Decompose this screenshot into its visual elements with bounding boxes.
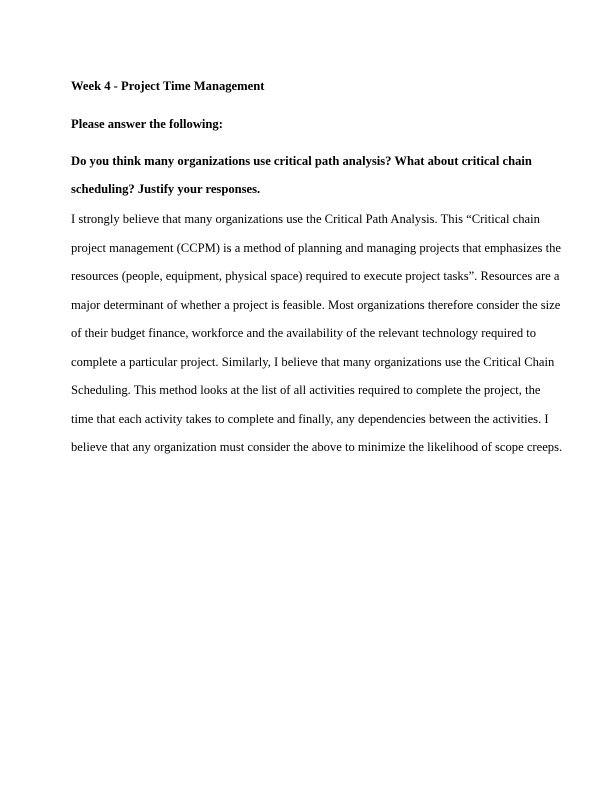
answer-line: major determinant of whether a project is feasible. Most organizations therefore consider the size: [71, 297, 561, 312]
document-content: [71, 78, 563, 462]
answer-line: believe that any organization must consider the above to minimize the likelihood of scope creeps.: [71, 440, 563, 454]
document-title: Week 4 - Project Time Management: [71, 79, 265, 93]
answer-line: resources (people, equipment, physical space) required to execute project tasks”. Resources are a: [71, 269, 560, 283]
document-subtitle: Please answer the following:: [71, 117, 223, 131]
answer-line: Scheduling. This method looks at the list of all activities required to complete the project, the: [71, 383, 541, 397]
answer-line: complete a particular project. Similarly, I believe that many organizations use the Critical Chain: [71, 354, 555, 369]
answer-line: project management (CCPM) is a method of planning and managing projects that emphasizes the: [71, 240, 561, 255]
question-paragraph: [71, 147, 541, 203]
question-line: Do you think many organizations use critical path analysis? What about critical chain: [71, 154, 532, 168]
answer-line: I strongly believe that many organizations use the Critical Path Analysis. This “Critical chain: [71, 212, 540, 226]
answer-line: of their budget finance, workforce and the availability of the relevant technology required to: [71, 326, 537, 340]
answer-paragraph: [71, 205, 563, 462]
question-line: scheduling? Justify your responses.: [71, 182, 261, 196]
answer-line: time that each activity takes to complete and finally, any dependencies between the activities. I: [71, 411, 549, 426]
